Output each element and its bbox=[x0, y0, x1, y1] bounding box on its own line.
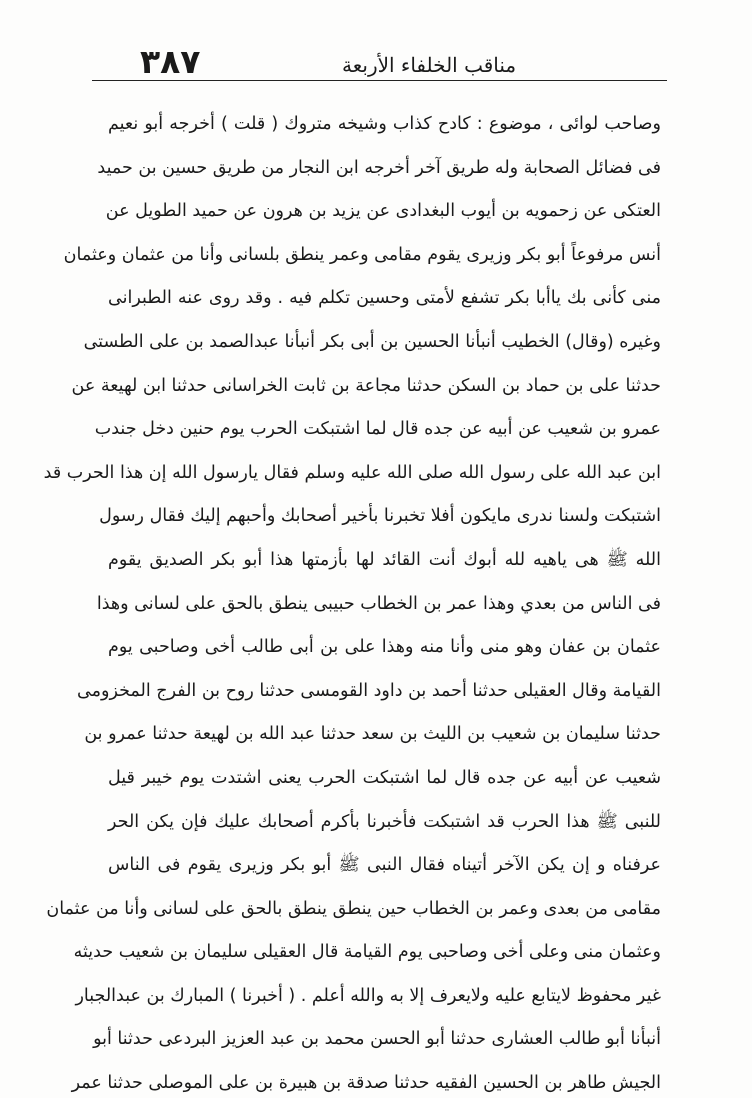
text-line: القيامة وقال العقيلى حدثنا أحمد بن داود القومسى حدثنا روح بن الفرج المخزومى bbox=[77, 680, 661, 701]
page-number: ٣٨٧ bbox=[140, 42, 201, 81]
text-line: عثمان بن عفان وهو منى وأنا منه وهذا على بن أبى طالب أخى وصاحبى يوم bbox=[108, 637, 661, 658]
text-line: حدثنا سليمان بن شعيب بن الليث بن سعد حدثنا عبد الله بن لهيعة حدثنا عمرو بن bbox=[84, 724, 661, 745]
text-line: غير محفوظ لايتابع عليه ولايعرف إلا به والله أعلم . ( أخبرنا ) المبارك بن عبدالجبار bbox=[75, 985, 661, 1006]
text-line: حدثنا على بن حماد بن السكن حدثنا مجاعة بن ثابت الخراسانى حدثنا ابن لهيعة عن bbox=[71, 375, 661, 396]
text-line: فى فضائل الصحابة وله طريق آخر أخرجه ابن النجار من طريق حسين بن حميد bbox=[97, 157, 661, 178]
text-line: أنبأنا أبو طالب العشارى حدثنا أبو الحسن محمد بن عبد العزيز البردعى حدثنا أبو bbox=[93, 1029, 661, 1050]
text-line: فى الناس من بعدي وهذا عمر بن الخطاب حبيبى ينطق بالحق على لسانى وهذا bbox=[96, 593, 661, 614]
text-line: أنس مرفوعاً أبو بكر وزيرى يقوم مقامى وعمر ينطق بلسانى وأنا من عثمان وعثمان bbox=[63, 244, 661, 265]
text-line: منى كأنى بك ياأبا بكر تشفع لأمتى وحسين تكلم فيه . وقد روى عنه الطبرانى bbox=[108, 288, 661, 309]
text-line: وغيره (وقال) الخطيب أنبأنا الحسين بن أبى بكر أنبأنا عبدالصمد بن على الطستى bbox=[83, 331, 661, 352]
text-line: العتكى عن زحمويه بن أيوب البغدادى عن يزيد بن هرون عن حميد الطويل عن bbox=[105, 201, 661, 222]
text-line: الجيش طاهر بن الحسين الفقيه حدثنا صدقة بن هبيرة بن على الموصلى حدثنا عمر bbox=[71, 1073, 661, 1094]
text-line: ابن عبد الله على رسول الله صلى الله عليه وسلم فقال يارسول الله إن هذا الحرب قد bbox=[43, 462, 661, 483]
header-rule bbox=[92, 80, 667, 81]
text-line: الله ﷺ هى ياهيه لله أبوك أنت القائد لها بأزمتها هذا أبو بكر الصديق يقوم bbox=[108, 549, 661, 570]
body-text bbox=[43, 103, 661, 1106]
text-line: للنبى ﷺ هذا الحرب قد اشتبكت فأخبرنا بأكرم أصحابك عليك فإن يكن الحر bbox=[108, 811, 661, 832]
text-line: شعيب عن أبيه عن جده قال لما اشتبكت الحرب يعنى اشتدت يوم خيبر قيل bbox=[108, 767, 661, 788]
running-title: مناقب الخلفاء الأربعة bbox=[342, 53, 517, 77]
text-line: اشتبكت ولسنا ندرى مايكون أفلا تخبرنا بأخير أصحابك وأحبهم إليك فقال رسول bbox=[99, 506, 661, 527]
text-line: عرفناه و إن يكن الآخر أتيناه فقال النبى ﷺ أبو بكر وزيرى يقوم فى الناس bbox=[108, 855, 661, 876]
text-line: وصاحب لوائى ، موضوع : كادح كذاب وشيخه متروك ( قلت ) أخرجه أبو نعيم bbox=[108, 114, 661, 134]
text-line: عمرو بن شعيب عن أبيه عن جده قال لما اشتبكت الحرب يوم حنين دخل جندب bbox=[94, 419, 661, 440]
text-line: مقامى من بعدى وعمر بن الخطاب حين ينطق ينطق بالحق على لسانى وأنا من عثمان bbox=[46, 898, 661, 919]
text-line: وعثمان منى وعلى أخى وصاحبى يوم القيامة قال العقيلى سليمان بن شعيب حديثه bbox=[73, 942, 661, 963]
page-header bbox=[92, 38, 667, 86]
